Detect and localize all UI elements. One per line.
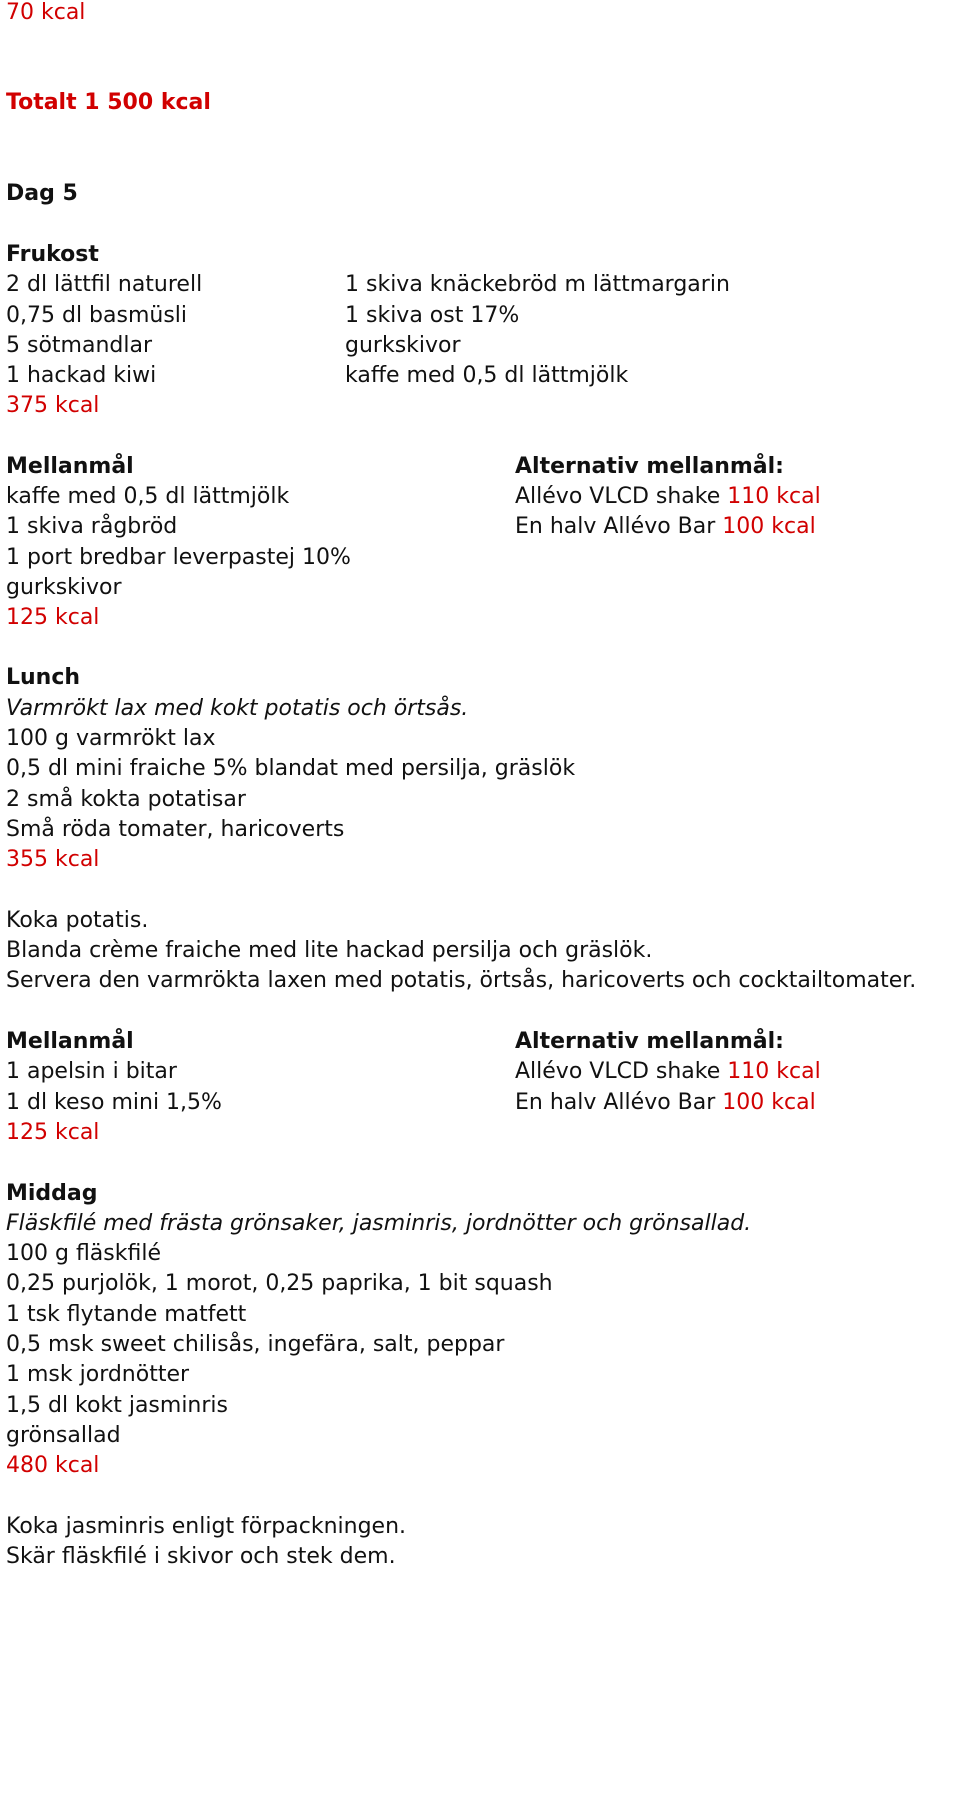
lunch-step: Koka potatis. [6, 908, 149, 933]
alt-item-text: En halv Allévo Bar [515, 514, 716, 539]
middag-item: 0,5 msk sweet chilisås, ingefära, salt, peppar [6, 1332, 505, 1357]
middag-dish: Fläskfilé med frästa grönsaker, jasminris, jordnötter och grönsallad. [6, 1211, 752, 1236]
frukost-item-right: gurkskivor [345, 333, 461, 358]
frukost-kcal: 375 kcal [6, 393, 100, 418]
mellanmal-heading: Mellanmål [6, 1029, 134, 1054]
frukost-item-right: 1 skiva ost 17% [345, 303, 520, 328]
middag-item: 1,5 dl kokt jasminris [6, 1393, 228, 1418]
lunch-item: Små röda tomater, haricoverts [6, 817, 345, 842]
frukost-heading: Frukost [6, 242, 99, 267]
alt-mellanmal-heading: Alternativ mellanmål: [515, 454, 784, 479]
middag-item: 1 msk jordnötter [6, 1362, 190, 1387]
frukost-item-right: kaffe med 0,5 dl lättmjölk [345, 363, 629, 388]
alt-item-text: En halv Allévo Bar [515, 1090, 716, 1115]
lunch-dish: Varmrökt lax med kokt potatis och örtsås. [6, 696, 469, 721]
lunch-item: 2 små kokta potatisar [6, 787, 246, 812]
mellanmal-item: 1 apelsin i bitar [6, 1059, 177, 1084]
previous-day-kcal: 70 kcal [6, 0, 86, 25]
frukost-item: 2 dl lättfil naturell [6, 272, 203, 297]
alt-item-kcal: 110 kcal [727, 1059, 821, 1084]
middag-item: grönsallad [6, 1423, 121, 1448]
middag-step: Skär fläskfilé i skivor och stek dem. [6, 1544, 396, 1569]
mellanmal-item: gurkskivor [6, 575, 122, 600]
mellanmal-item: kaffe med 0,5 dl lättmjölk [6, 484, 290, 509]
mellanmal-kcal: 125 kcal [6, 605, 100, 630]
lunch-item: 100 g varmrökt lax [6, 726, 216, 751]
total-kcal: Totalt 1 500 kcal [6, 90, 211, 115]
middag-heading: Middag [6, 1181, 98, 1206]
alt-item-kcal: 100 kcal [722, 1090, 816, 1115]
frukost-item-right: 1 skiva knäckebröd m lättmargarin [345, 272, 730, 297]
mellanmal-heading: Mellanmål [6, 454, 134, 479]
alt-item-text: Allévo VLCD shake [515, 1059, 721, 1084]
alt-item-kcal: 100 kcal [722, 514, 816, 539]
alt-mellanmal-item [515, 1090, 816, 1116]
middag-item: 1 tsk flytande matfett [6, 1302, 247, 1327]
mellanmal-item: 1 port bredbar leverpastej 10% [6, 545, 351, 570]
lunch-kcal: 355 kcal [6, 847, 100, 872]
alt-mellanmal-heading: Alternativ mellanmål: [515, 1029, 784, 1054]
day-title: Dag 5 [6, 181, 78, 206]
middag-item: 100 g fläskfilé [6, 1241, 161, 1266]
mellanmal-item: 1 dl keso mini 1,5% [6, 1090, 222, 1115]
lunch-step: Blanda crème fraiche med lite hackad persilja och gräslök. [6, 938, 653, 963]
mellanmal-item: 1 skiva rågbröd [6, 514, 178, 539]
lunch-item: 0,5 dl mini fraiche 5% blandat med persilja, gräslök [6, 756, 576, 781]
mellanmal-kcal: 125 kcal [6, 1120, 100, 1145]
alt-item-text: Allévo VLCD shake [515, 484, 721, 509]
alt-mellanmal-item [515, 514, 816, 540]
alt-mellanmal-item [515, 484, 821, 510]
lunch-heading: Lunch [6, 665, 81, 690]
frukost-item: 5 sötmandlar [6, 333, 152, 358]
middag-step: Koka jasminris enligt förpackningen. [6, 1514, 407, 1539]
lunch-step: Servera den varmrökta laxen med potatis, örtsås, haricoverts och cocktailtomater. [6, 968, 917, 993]
frukost-item: 0,75 dl basmüsli [6, 303, 188, 328]
alt-mellanmal-item [515, 1059, 821, 1085]
middag-item: 0,25 purjolök, 1 morot, 0,25 paprika, 1 bit squash [6, 1271, 553, 1296]
middag-kcal: 480 kcal [6, 1453, 100, 1478]
alt-item-kcal: 110 kcal [727, 484, 821, 509]
frukost-item: 1 hackad kiwi [6, 363, 157, 388]
